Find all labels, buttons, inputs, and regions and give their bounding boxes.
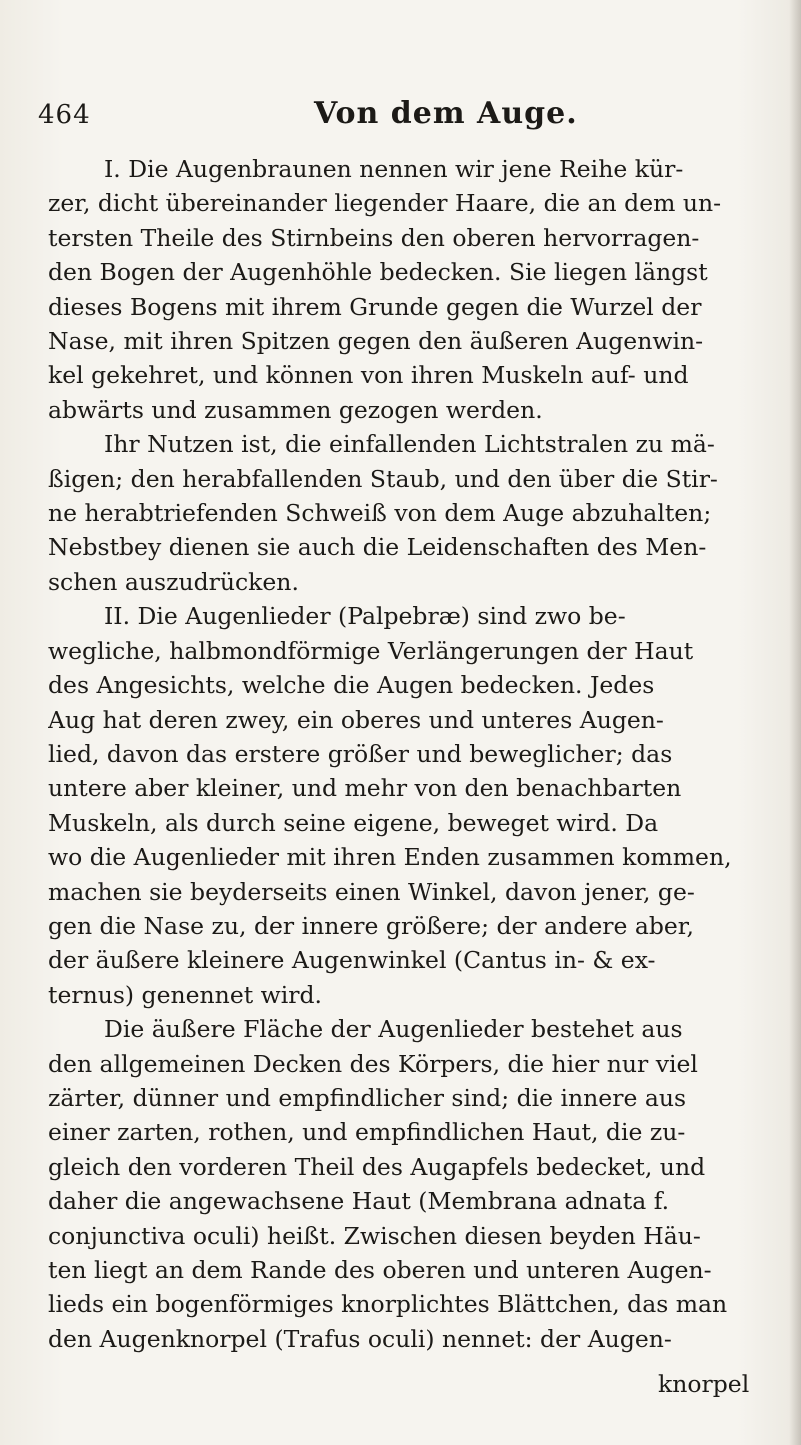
text-line: abwärts und zusammen gezogen werden. xyxy=(48,395,543,424)
text-line: untere aber kleiner, und mehr von den benachbarten xyxy=(48,774,682,803)
text-line: lieds ein bogenförmiges knorplichtes Blättchen, das man xyxy=(48,1290,728,1319)
text-line: ternus) genennet wird. xyxy=(48,980,323,1009)
text-line: Muskeln, als durch seine eigene, beweget wird. Da xyxy=(48,808,659,837)
text-line: Aug hat deren zwey, ein oberes und unteres Augen- xyxy=(48,705,664,734)
text-line: Die äußere Fläche der Augenlieder bestehet aus xyxy=(104,1015,683,1044)
text-line: wegliche, halbmondförmige Verlängerungen der Haut xyxy=(48,636,694,665)
running-head: Von dem Auge. xyxy=(314,96,578,131)
text-line: daher die angewachsene Haut (Membrana adnata f. xyxy=(48,1187,670,1216)
text-line: ne herabtriefenden Schweiß von dem Auge abzuhalten; xyxy=(48,499,712,528)
page-edge-shadow xyxy=(789,0,801,1445)
text-line: Nebstbey dienen sie auch die Leidenschaften des Men- xyxy=(48,533,707,562)
text-line: Ihr Nutzen ist, die einfallenden Lichtstralen zu mä- xyxy=(104,430,715,459)
text-line: II. Die Augenlieder (Palpebræ) sind zwo be- xyxy=(104,602,626,631)
body-text xyxy=(48,152,770,1356)
text-line: gen die Nase zu, der innere größere; der andere aber, xyxy=(48,911,694,940)
text-line: den allgemeinen Decken des Körpers, die hier nur viel xyxy=(48,1049,698,1078)
text-line: I. Die Augenbraunen nennen wir jene Reihe kür- xyxy=(104,155,684,183)
text-line: ßigen; den herabfallenden Staub, und den über die Stir- xyxy=(48,464,718,493)
paragraph-flaeche xyxy=(48,1012,770,1356)
text-line: conjunctiva oculi) heißt. Zwischen diesen beyden Häu- xyxy=(48,1221,701,1250)
text-line: gleich den vorderen Theil des Augapfels bedecket, und xyxy=(48,1152,706,1181)
text-line: ten liegt an dem Rande des oberen und unteren Augen- xyxy=(48,1256,712,1284)
text-line: Nase, mit ihren Spitzen gegen den äußeren Augenwin- xyxy=(48,327,704,356)
text-line: des Angesichts, welche die Augen bedecken. Jedes xyxy=(48,671,655,700)
text-line: machen sie beyderseits einen Winkel, davon jener, ge- xyxy=(48,877,695,906)
text-line: den Bogen der Augenhöhle bedecken. Sie liegen längst xyxy=(48,258,708,287)
paragraph-augenbraunen xyxy=(48,152,770,427)
text-line: wo die Augenlieder mit ihren Enden zusammen kommen, xyxy=(48,843,732,872)
text-line: kel gekehret, und können von ihren Muskeln auf- und xyxy=(48,361,689,390)
paragraph-nutzen xyxy=(48,427,770,599)
text-line: zer, dicht übereinander liegender Haare, die an dem un- xyxy=(48,189,722,218)
text-line: zärter, dünner und empfindlicher sind; die innere aus xyxy=(48,1083,687,1112)
page-header xyxy=(38,96,778,136)
text-line: tersten Theile des Stirnbeins den oberen hervorragen- xyxy=(48,223,700,252)
catchword: knorpel xyxy=(658,1370,750,1398)
text-line: dieses Bogens mit ihrem Grunde gegen die Wurzel der xyxy=(48,292,702,321)
text-line: den Augenknorpel (Trafus oculi) nennet: der Augen- xyxy=(48,1324,672,1353)
paragraph-augenlieder xyxy=(48,599,770,1012)
text-line: der äußere kleinere Augenwinkel (Cantus in- & ex- xyxy=(48,946,656,975)
text-line: lied, davon das erstere größer und beweglicher; das xyxy=(48,739,673,768)
text-line: einer zarten, rothen, und empfindlichen Haut, die zu- xyxy=(48,1118,686,1147)
page-number: 464 xyxy=(38,100,91,130)
text-line: schen auszudrücken. xyxy=(48,567,299,596)
